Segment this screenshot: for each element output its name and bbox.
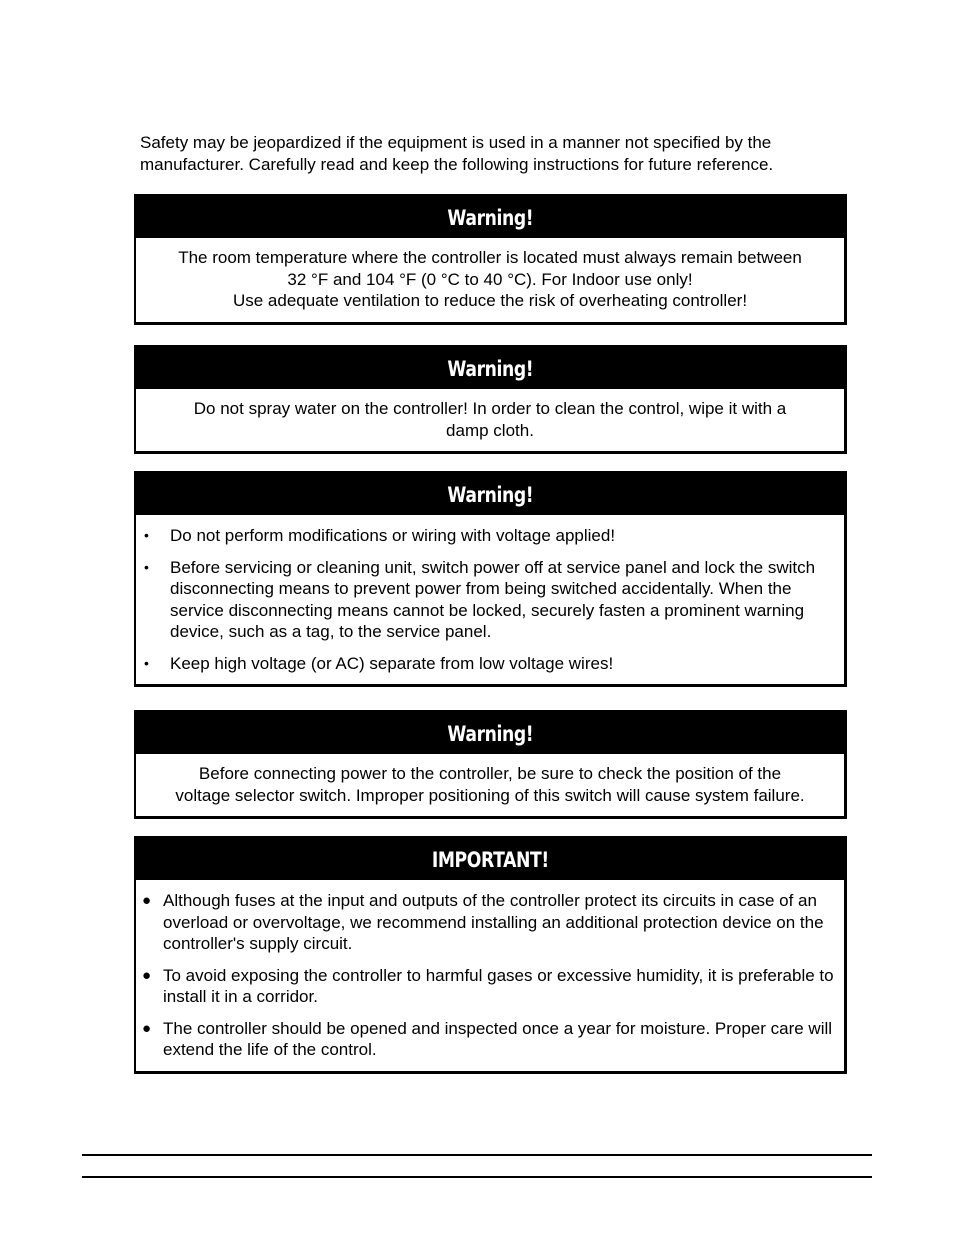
list-item: • Keep high voltage (or AC) separate from low voltage wires! [144,653,614,673]
body-line: Do not spray water on the controller! In order to clean the control, wipe it with a [193,399,787,418]
list-item: ● The controller should be opened and inspected once a year for moisture. Proper care will extend the life of the control. [142,1018,833,1059]
intro-text [140,132,840,176]
warning-box-water [134,345,847,454]
footer-rule-bottom [82,1176,872,1178]
list-item: ● Although fuses at the input and outputs of the controller protect its circuits in case of an overload or overvoltage, we recommend installing an additional protection device on the controller's supply circuit. [142,891,824,953]
warning-box-title: Warning! [136,474,844,515]
important-box [134,836,847,1074]
warning-box-body [136,389,844,451]
warning-box-body [136,238,844,322]
warning-box-title: Warning! [136,348,844,389]
body-line: Use adequate ventilation to reduce the risk of overheating controller! [232,291,748,310]
body-line: 32 °F and 104 °F (0 °C to 40 °C). For Indoor use only! [287,269,693,289]
bullet-dot: • [144,558,149,575]
body-line: damp cloth. [446,420,534,440]
bullet-dot: • [144,654,149,671]
bullet-dot: • [144,527,149,543]
warning-box-voltage-wiring [134,471,847,687]
warning-box-voltage-selector [134,710,847,819]
bullet-dot: ● [142,892,152,909]
warning-box-body [136,754,844,816]
bullet-dot: ● [142,966,152,984]
warning-box-title: Warning! [136,197,844,238]
important-list [136,880,844,1071]
intro-line-2: manufacturer. Carefully read and keep the following instructions for future reference. [140,155,774,174]
warning-box-temperature [134,194,847,325]
warning-list [136,515,844,684]
list-item: ● To avoid exposing the controller to harmful gases or excessive humidity, it is preferable to install it in a corridor. [142,965,834,1006]
list-item: • Before servicing or cleaning unit, switch power off at service panel and lock the switch disconnecting means to prevent power from being switched accidentally. When the service disconnecting means cannot be locked, securely fasten a prominent warning device, such as a tag, to the service panel. [144,557,816,641]
bullet-dot: ● [142,1019,152,1037]
important-box-title: IMPORTANT! [136,839,844,880]
list-item: • Do not perform modifications or wiring with voltage applied! [144,526,616,545]
body-line: Before connecting power to the controller, be sure to check the position of the [198,764,782,783]
footer-rule-top [82,1154,872,1156]
warning-box-title: Warning! [136,713,844,754]
intro-line-1: Safety may be jeopardized if the equipment is used in a manner not specified by the [140,133,772,152]
body-line: voltage selector switch. Improper positioning of this switch will cause system failure. [175,785,805,805]
body-line: The room temperature where the controller is located must always remain between [178,248,802,267]
